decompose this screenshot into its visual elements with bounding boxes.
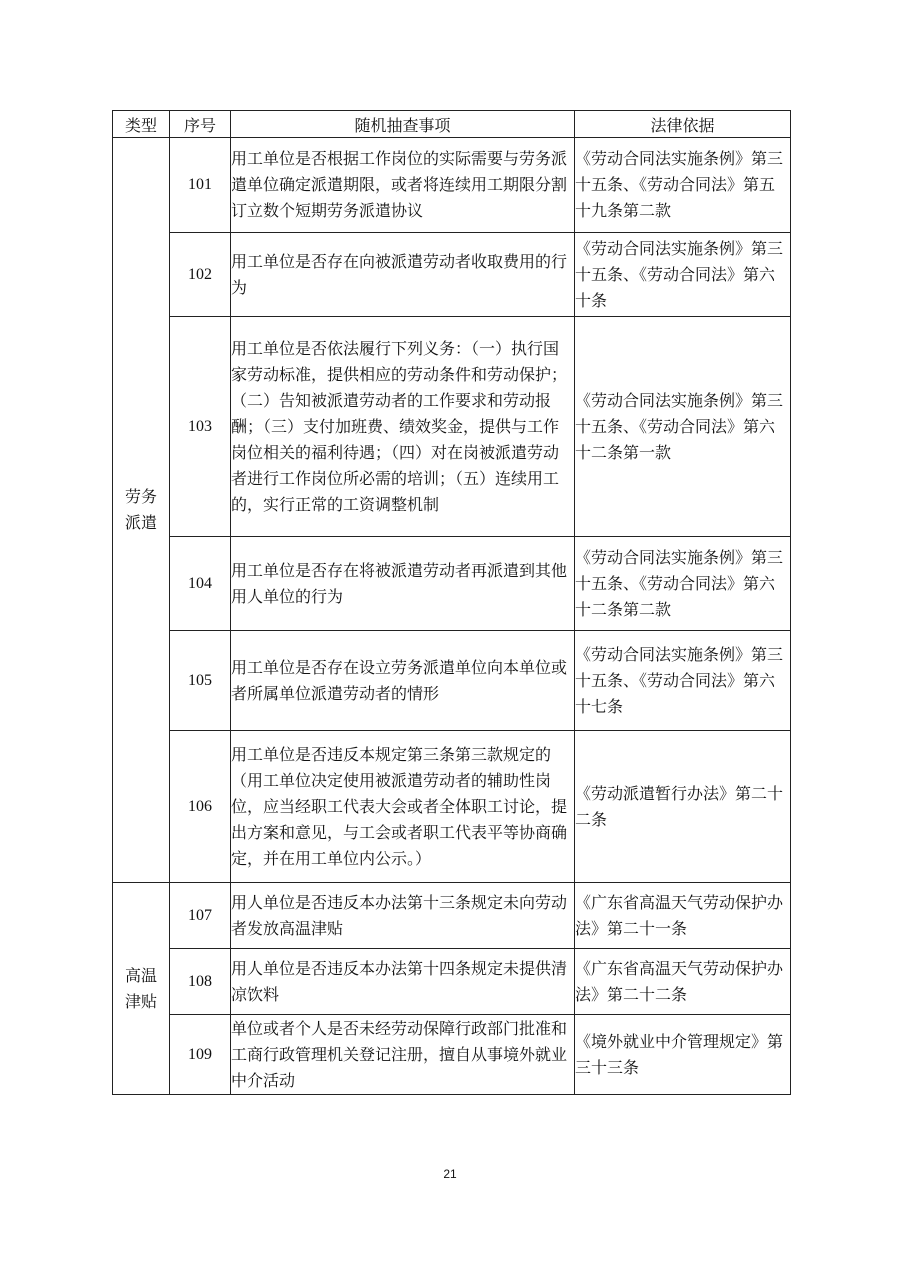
table-row xyxy=(113,537,791,631)
table-row xyxy=(113,1015,791,1095)
type-cell-labor-dispatch: 劳务 派遣 xyxy=(113,138,170,883)
table-header-row xyxy=(113,111,791,138)
row-number: 101 xyxy=(170,138,231,233)
row-item: 用人单位是否违反本办法第十三条规定未向劳动者发放高温津贴 xyxy=(231,883,575,949)
row-law: 《劳动合同法实施条例》第三十五条、《劳动合同法》第六十条 xyxy=(575,233,791,317)
table-row xyxy=(113,317,791,537)
page-number: 21 xyxy=(443,1167,457,1181)
row-number: 106 xyxy=(170,731,231,883)
table-row xyxy=(113,731,791,883)
row-number: 107 xyxy=(170,883,231,949)
table-row xyxy=(113,138,791,233)
row-law: 《劳动派遣暂行办法》第二十二条 xyxy=(575,731,791,883)
header-law: 法律依据 xyxy=(575,111,791,138)
row-item: 用工单位是否违反本规定第三条第三款规定的（用工单位决定使用被派遣劳动者的辅助性岗位，应当经职工代表大会或者全体职工讨论，提出方案和意见，与工会或者职工代表平等协商确定，并在用工单位内公示。） xyxy=(231,731,575,883)
header-item: 随机抽查事项 xyxy=(231,111,575,138)
row-item: 用工单位是否存在向被派遣劳动者收取费用的行为 xyxy=(231,233,575,317)
row-number: 108 xyxy=(170,949,231,1015)
row-item: 用人单位是否违反本办法第十四条规定未提供清凉饮料 xyxy=(231,949,575,1015)
row-number: 109 xyxy=(170,1015,231,1095)
row-item: 单位或者个人是否未经劳动保障行政部门批准和工商行政管理机关登记注册，擅自从事境外就业中介活动 xyxy=(231,1015,575,1095)
row-number: 102 xyxy=(170,233,231,317)
table-row xyxy=(113,631,791,731)
row-law: 《劳动合同法实施条例》第三十五条、《劳动合同法》第六十七条 xyxy=(575,631,791,731)
row-item: 用工单位是否存在将被派遣劳动者再派遣到其他用人单位的行为 xyxy=(231,537,575,631)
row-law: 《广东省高温天气劳动保护办法》第二十二条 xyxy=(575,949,791,1015)
row-number: 103 xyxy=(170,317,231,537)
table-row xyxy=(113,233,791,317)
row-number: 104 xyxy=(170,537,231,631)
row-item: 用工单位是否根据工作岗位的实际需要与劳务派遣单位确定派遣期限，或者将连续用工期限分割订立数个短期劳务派遣协议 xyxy=(231,138,575,233)
inspection-table xyxy=(112,110,791,1095)
row-law: 《境外就业中介管理规定》第三十三条 xyxy=(575,1015,791,1095)
row-item: 用工单位是否存在设立劳务派遣单位向本单位或者所属单位派遣劳动者的情形 xyxy=(231,631,575,731)
table-row xyxy=(113,883,791,949)
row-law: 《劳动合同法实施条例》第三十五条、《劳动合同法》第六十二条第一款 xyxy=(575,317,791,537)
row-item: 用工单位是否依法履行下列义务：（一）执行国家劳动标准，提供相应的劳动条件和劳动保护；（二）告知被派遣劳动者的工作要求和劳动报酬；（三）支付加班费、绩效奖金，提供与工作岗位相关的福利待遇；（四）对在岗被派遣劳动者进行工作岗位所必需的培训；（五）连续用工的，实行正常的工资调整机制 xyxy=(231,317,575,537)
row-law: 《劳动合同法实施条例》第三十五条、《劳动合同法》第六十二条第二款 xyxy=(575,537,791,631)
row-number: 105 xyxy=(170,631,231,731)
header-number: 序号 xyxy=(170,111,231,138)
row-law: 《劳动合同法实施条例》第三十五条、《劳动合同法》第五十九条第二款 xyxy=(575,138,791,233)
type-cell-heat-allowance: 高温 津贴 xyxy=(113,883,170,1095)
row-law: 《广东省高温天气劳动保护办法》第二十一条 xyxy=(575,883,791,949)
header-type: 类型 xyxy=(113,111,170,138)
table-row xyxy=(113,949,791,1015)
